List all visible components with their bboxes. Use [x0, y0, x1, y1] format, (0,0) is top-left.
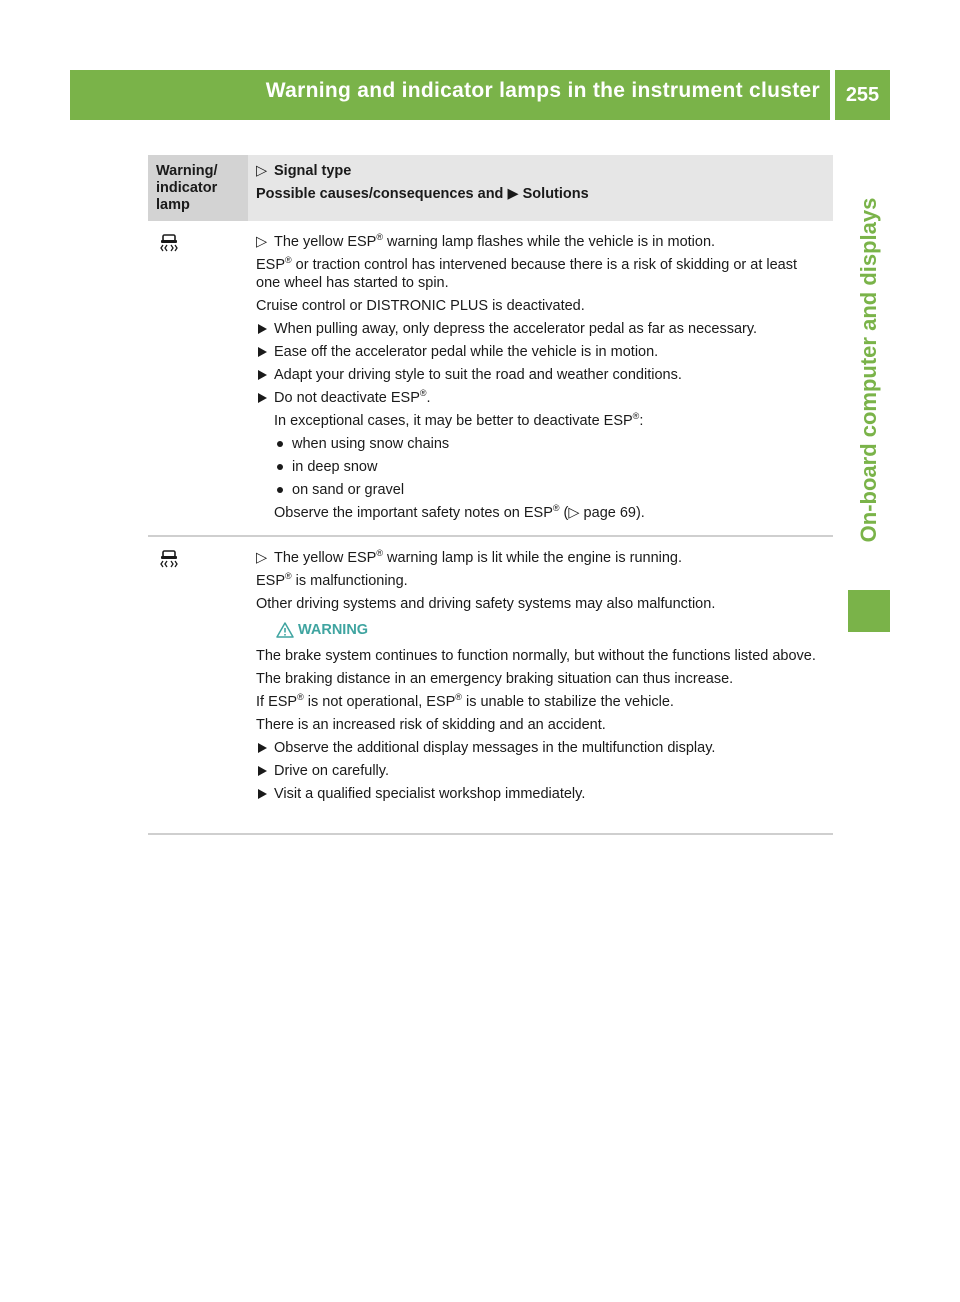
side-tab: [848, 170, 890, 570]
warning-lamp-table: [148, 155, 833, 835]
action-step: Observe the additional display messages in the multifunction display.: [256, 739, 825, 757]
cause-text: ESP® is malfunctioning.: [256, 571, 408, 589]
side-tab-label: On-board computer and displays: [856, 197, 881, 543]
signal-cell: [248, 537, 833, 833]
warning-text: The braking distance in an emergency braking situation can thus increase.: [256, 671, 734, 687]
header-bar: [70, 70, 830, 120]
page-number: 255: [835, 70, 890, 120]
warning-text: There is an increased risk of skidding and an accident.: [256, 717, 606, 733]
esp-skid-icon: [156, 233, 182, 253]
exception-text: In exceptional cases, it may be better to deactivate ESP®:: [274, 411, 644, 429]
observe-note: Observe the important safety notes on ESP® (▷ page 69).: [274, 503, 645, 521]
col-header-lamp: Warning/ indicator lamp: [148, 155, 248, 221]
side-tab-marker: [848, 590, 890, 632]
col-header-causes: Possible causes/consequences and ▶ Solutions: [256, 186, 589, 202]
signal-symbol-icon: ▷: [256, 163, 268, 179]
warning-triangle-icon: [276, 622, 294, 638]
table-header: [148, 155, 833, 221]
table-row: [148, 537, 833, 835]
page-ref-icon: ▷: [568, 505, 580, 521]
action-step: Drive on carefully.: [256, 762, 825, 780]
cause-text: Cruise control or DISTRONIC PLUS is deactivated.: [256, 298, 585, 314]
list-item: in deep snow: [256, 458, 825, 476]
signal-symbol-icon: ▷: [256, 550, 268, 566]
action-step: Adapt your driving style to suit the road and weather conditions.: [256, 366, 825, 384]
action-arrow-icon: ▶: [507, 186, 519, 202]
lamp-cell: [148, 221, 248, 535]
warning-text: If ESP® is not operational, ESP® is unable to stabilize the vehicle.: [256, 692, 674, 710]
list-item: when using snow chains: [256, 435, 825, 453]
signal-description: ▷ The yellow ESP® warning lamp flashes while the vehicle is in motion.: [256, 232, 716, 250]
signal-description: ▷ The yellow ESP® warning lamp is lit while the engine is running.: [256, 548, 683, 566]
lamp-cell: [148, 537, 248, 833]
cause-text: Other driving systems and driving safety systems may also malfunction.: [256, 596, 716, 612]
col-header-signal-type: ▷ Signal type: [256, 163, 352, 179]
page-header-title: Warning and indicator lamps in the instrument cluster: [265, 79, 820, 102]
action-step: Do not deactivate ESP®.: [256, 389, 825, 407]
col-header-main: [248, 155, 833, 221]
warning-text: The brake system continues to function normally, but without the functions listed above.: [256, 648, 816, 664]
action-step: When pulling away, only depress the accelerator pedal as far as necessary.: [256, 320, 825, 338]
action-step: Ease off the accelerator pedal while the vehicle is in motion.: [256, 343, 825, 361]
warning-heading: [256, 621, 825, 639]
esp-skid-icon: [156, 549, 182, 569]
page-ref-link[interactable]: page 69).: [579, 505, 645, 521]
list-item: on sand or gravel: [256, 481, 825, 499]
signal-cell: [248, 221, 833, 535]
warning-label: WARNING: [298, 622, 369, 638]
signal-symbol-icon: ▷: [256, 234, 268, 250]
cause-text: ESP® or traction control has intervened because there is a risk of skidding or at least one wheel has started to spin.: [256, 255, 798, 291]
table-row: [148, 221, 833, 537]
action-step: Visit a qualified specialist workshop immediately.: [256, 785, 825, 803]
